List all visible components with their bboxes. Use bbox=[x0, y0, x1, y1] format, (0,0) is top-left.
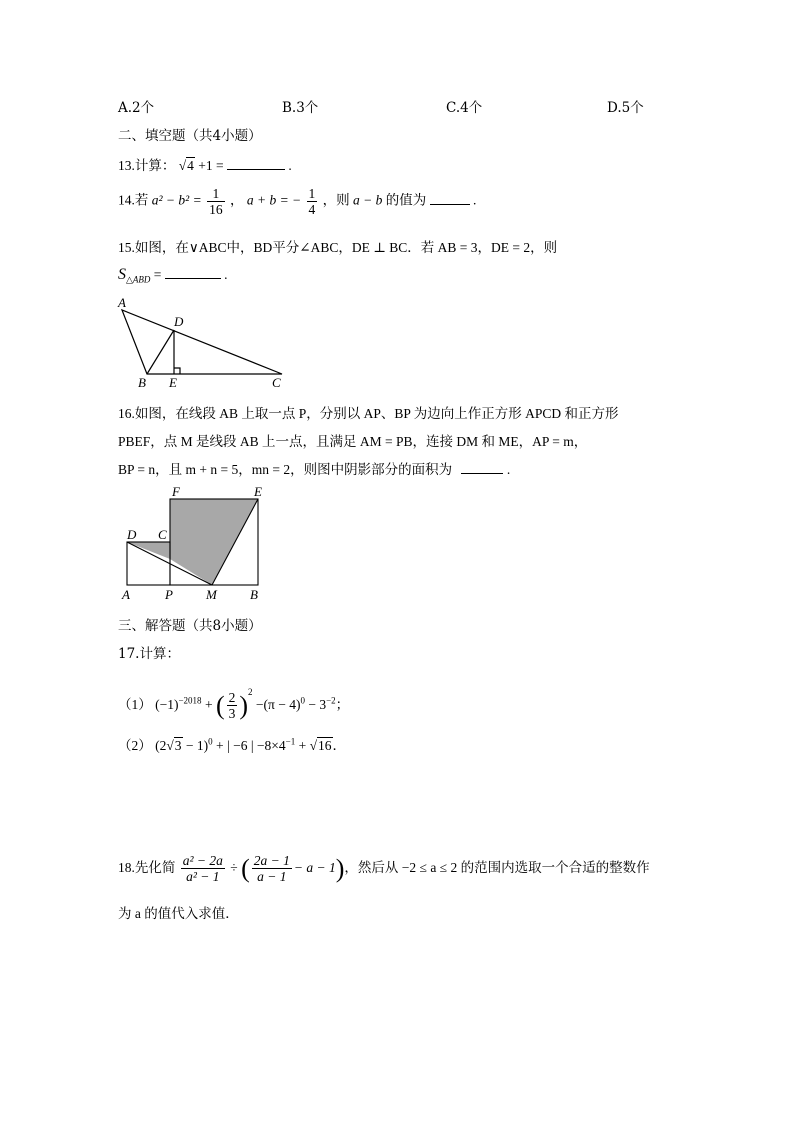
q14-eq2: a + b = − bbox=[246, 192, 302, 208]
question-16-line3: BP = n，且 m + n = 5，mn = 2，则图中阴影部分的面积为 . bbox=[118, 462, 511, 477]
answer-blank-16[interactable] bbox=[461, 473, 503, 474]
label-b: B bbox=[138, 375, 146, 390]
label-e: E bbox=[254, 484, 262, 499]
question-15-area: $S_{\triangle ABD}$ = . bbox=[118, 266, 228, 285]
answer-blank-14[interactable] bbox=[430, 204, 470, 205]
sqrt-symbol: √4 bbox=[178, 158, 194, 173]
section-title-solutions: 三、解答题（共8小题） bbox=[118, 618, 262, 634]
question-18-line2: 为 a 的值代入求值． bbox=[118, 906, 239, 921]
question-17-part2: （2） $(2√3 - 1)^0$ + | −6 | $-8\times 4^{-1} + √16$． bbox=[118, 736, 347, 753]
choice-b: B.3个 bbox=[282, 100, 319, 116]
q14-eq1: a² − b² = bbox=[151, 192, 202, 208]
label-d: D bbox=[127, 527, 137, 542]
label-f: F bbox=[172, 484, 180, 499]
triangle-figure-15 bbox=[112, 296, 292, 392]
label-p: P bbox=[165, 587, 173, 602]
label-m: M bbox=[206, 587, 217, 602]
label-a: A bbox=[122, 587, 130, 602]
question-18-line1: 18.先化简 $\frac{\text{a² − 2a}}{\text{a² − 1}}$ ÷ ( $\frac{2a - 1}{a - 1}$ − a − 1)，然后从 −2 ≤ a ≤ 2 的范围内选取一个合适的整数作 bbox=[118, 853, 650, 885]
question-14: 14.若 a² − b² = $\frac{1}{16}$ ， a + b = − $\frac{1}{4}$ ，则 a − b 的值为 . bbox=[118, 186, 477, 217]
answer-blank-15[interactable] bbox=[165, 278, 221, 279]
shaded-region-left bbox=[127, 542, 170, 559]
question-13: 13.计算： √4 +1 = . bbox=[118, 158, 292, 173]
label-c: C bbox=[158, 527, 167, 542]
label-b: B bbox=[250, 587, 258, 602]
section-title-fill-in: 二、填空题（共4小题） bbox=[118, 128, 262, 144]
question-17-title: 17.计算： bbox=[118, 646, 180, 662]
label-e: E bbox=[169, 375, 177, 390]
fraction-1-16: $\frac{1}{16}$ bbox=[209, 186, 223, 217]
segment-bd bbox=[147, 330, 174, 374]
question-17-part1: （1） $(-1)^{-2018}$ + ( $\frac{2}{3}$ )$^2 -(\pi - 4)^0 - 3^{-2}$； bbox=[118, 687, 350, 722]
choice-a: A.2个 bbox=[118, 100, 155, 116]
choice-d: D.5个 bbox=[607, 100, 644, 116]
q13-rest: +1 = bbox=[198, 158, 224, 173]
label-d: D bbox=[174, 314, 184, 329]
fraction-1-4: $\frac{1}{4}$ bbox=[308, 186, 316, 217]
question-16-line2: PBEF，点 M 是线段 AB 上一点，且满足 AM = PB，连接 DM 和 ME，AP = m， bbox=[118, 434, 588, 449]
question-16-line1: 16.如图，在线段 AB 上取一点 P，分别以 AP、BP 为边向上作正方形 APCD 和正方形 bbox=[118, 406, 619, 421]
triangle-abc bbox=[122, 310, 282, 374]
question-15-text: 15.如图，在∨ABC中，BD平分∠ABC，DE ⊥ BC．若 AB = 3，DE = 2，则 bbox=[118, 240, 558, 255]
right-angle-mark bbox=[174, 368, 180, 374]
shaded-region-right bbox=[170, 499, 258, 585]
answer-blank-13[interactable] bbox=[227, 169, 285, 170]
square-figure-16 bbox=[112, 482, 282, 604]
label-a: A bbox=[118, 296, 126, 310]
q13-prefix: 13.计算： bbox=[118, 158, 176, 173]
choice-c: C.4个 bbox=[446, 100, 483, 116]
label-c: C bbox=[272, 375, 281, 390]
